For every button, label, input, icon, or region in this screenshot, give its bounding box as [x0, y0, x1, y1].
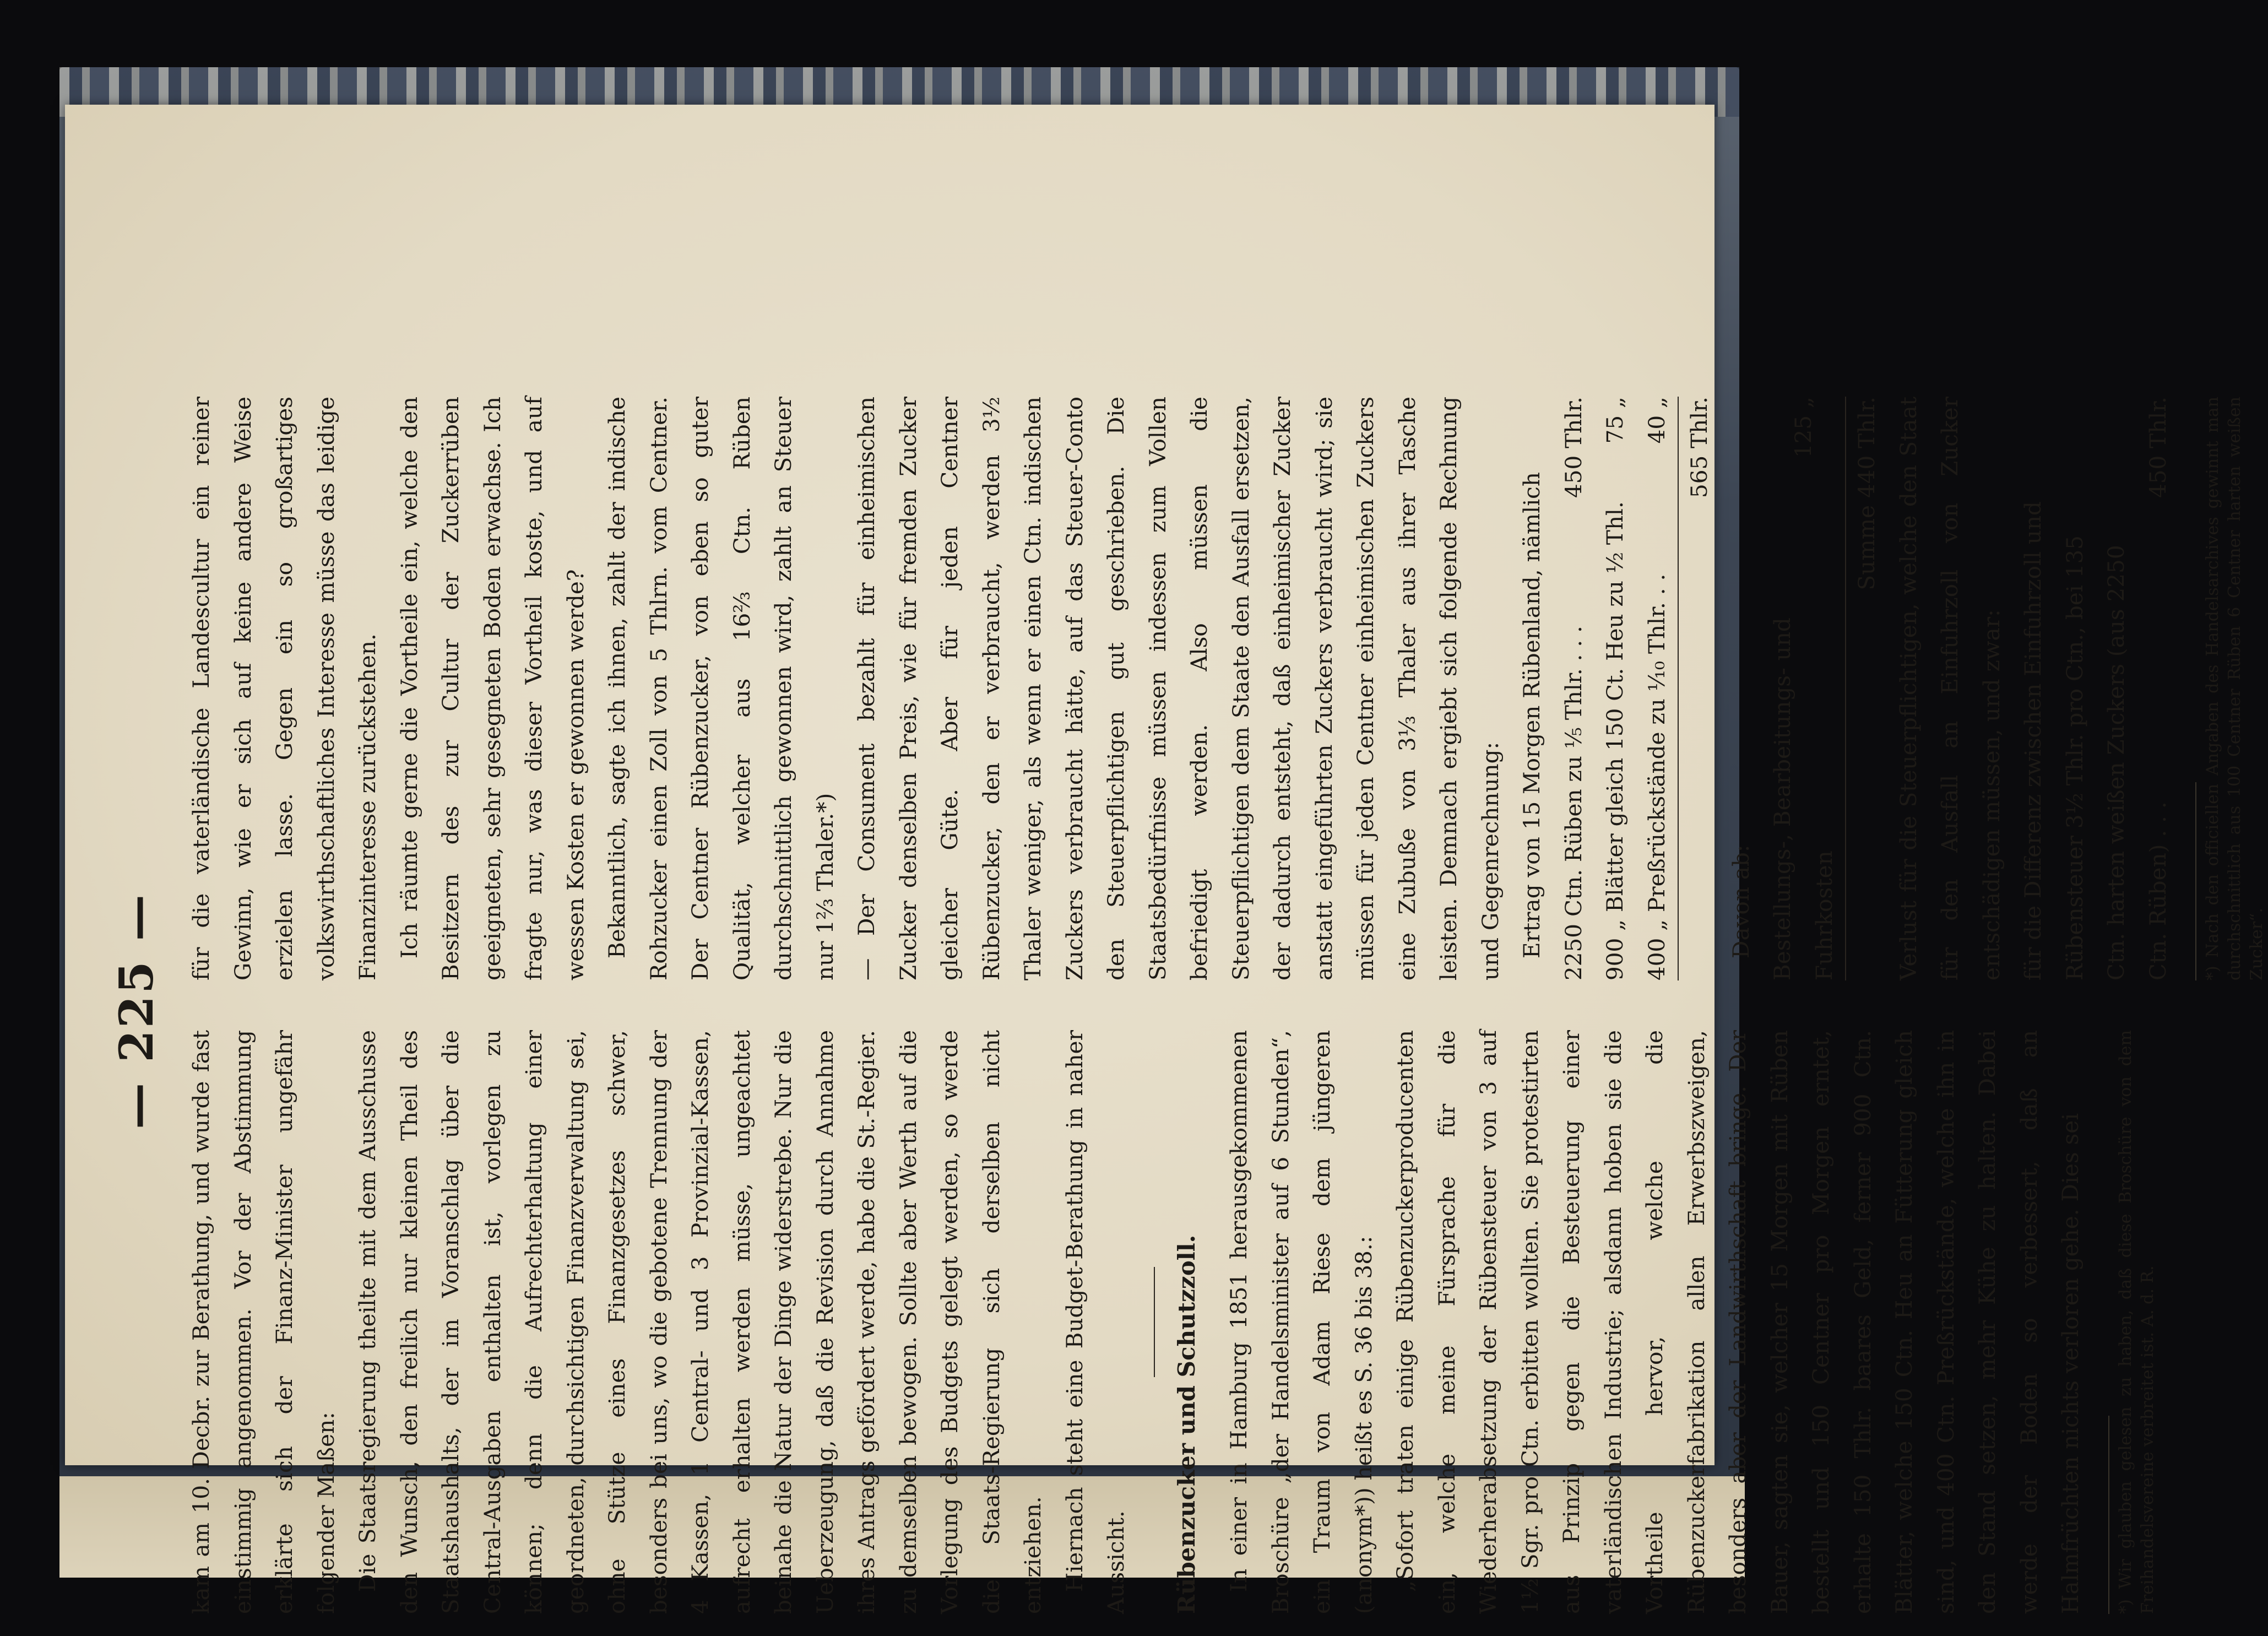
paragraph: — Der Consument bezahlt für einheimischen Zucker denselben Preis, wie für fremden Zucker gleicher Güte. Aber für jeden Centner Rübenzucker, den er verbraucht, werden 3½ Thaler weniger, als wenn er einen Ctn. indischen Zuckers verbraucht hätte, auf das Steuer-Conto den Steuerpflichtigen gut geschrieben. Die Staatsbedürfnisse müssen indessen zum Vollen befriedigt werden. Also müssen die Steuerpflichtigen dem Staate den Ausfall ersetzen, der dadurch entsteht, daß einheimischer Zucker anstatt eingeführten Zuckers verbraucht wird; sie müssen für jeden Centner einheimischen Zuckers eine Zubuße von 3⅓ Thaler aus ihrer Tasche leisten. Demnach ergiebt sich folgende Rechnung und Gegenrechnung: — [853, 397, 1504, 980]
row-value: 450 Thlr. — [2144, 397, 2171, 499]
row-value: 75 „ — [1602, 397, 1628, 444]
divider — [1154, 1267, 1155, 1377]
footnote-rule — [2195, 782, 2196, 980]
page-content — [109, 386, 2266, 1636]
row-label: 2250 Ctn. Rüben zu ⅕ Thlr. . . . — [1560, 626, 1587, 980]
row-value: 450 Thlr. — [1560, 397, 1587, 499]
footnote: *) Wir glauben gelesen zu haben, daß diese Broschüre von dem Freihandelsvereine verbreitet ist. A. d. R. — [2115, 1030, 2157, 1614]
row-label: für die Differenz zwischen Einfuhrzoll und Rübensteuer 3½ Thlr. pro Ctn., bei 135 Ctn. harten weißen Zuckers (aus 2250 Ctn. Rüben) . . . — [2020, 501, 2171, 980]
paragraph: Ich räumte gerne die Vortheile ein, welche den Besitzern des zur Cultur der Zuckerrüben geeigneten, sehr gesegneten Boden erwachse. Ich fragte nur, was dieser Vortheil koste, und auf wessen Kosten er gewonnen werde? — [395, 397, 589, 980]
right-column — [181, 397, 2268, 980]
table-row — [1636, 397, 1679, 980]
page-number: — 225 — — [109, 892, 164, 1129]
total-value: 565 Thlr. — [1678, 397, 1721, 499]
section-heading: Rübenzucker und Schutzzoll. — [1173, 1234, 1200, 1614]
paragraph: „Sofort traten einige Rübenzuckerproducenten ein, welche meine Fürsprache für die Wiederherabsetzung der Rübensteuer von 3 auf 1½ Sgr. pro Ctn. erbitten wollten. Sie protestirten aus Prinzip gegen die Besteuerung einer vaterländischen Industrie; alsdann hoben sie die Vortheile hervor, welche die Rübenzuckerfabrikation allen Erwerbszweigen, besonders aber der Landwirthschaft bringe. Der Bauer, sagten sie, welcher 15 Morgen mit Rüben bestellt und 150 Centner pro Morgen erntet, erhalte 150 Thlr. baares Geld, ferner 900 Ctn. Blätter, welche 150 Ctn. Heu an Fütterung gleich sind, und 400 Ctn. Preßrückstände, welche ihn in den Stand setzen, mehr Kühe zu halten. Dabei werde der Boden so verbessert, daß an Halmfrüchten nichts verloren gehe. Dies sei — [1392, 1030, 2083, 1614]
table-row — [1762, 397, 1846, 980]
deduct-title: Davon ab: — [1727, 844, 1754, 958]
calc-title: Ertrag von 15 Morgen Rübenland, nämlich — [1518, 472, 1545, 958]
calculation-table — [1553, 397, 1721, 980]
paragraph: Verlust für die Steuerpflichtigen, welche den Staat für den Ausfall an Einfuhrzoll von Zucker entschädigen müssen, und zwar: — [1895, 397, 2005, 980]
row-value: 40 „ — [1643, 397, 1670, 444]
paragraph: In einer in Hamburg 1851 herausgekommenen Broschüre „der Handelsminister auf 6 Stunden“, ein Traum von Adam Riese dem jüngeren (anonym*)) heißt es S. 36 bis 38.: — [1225, 1030, 1377, 1614]
deduction-table — [1762, 397, 1888, 980]
row-value: 125 „ — [1789, 397, 1816, 458]
loss-table — [2012, 397, 2179, 980]
paragraph: Die Staatsregierung theilte mit dem Ausschusse den Wunsch, den freilich nur kleinen Theil des Staatshaushalts, der im Voranschlag über die Central-Ausgaben enthalten ist, vorlegen zu können; denn die Aufrechterhaltung einer geordneten, durchsichtigen Finanzverwaltung sei, ohne Stütze eines Finanzgesetzes schwer, besonders bei uns, wo die gebotene Trennung der 4 Kassen, 1 Central- und 3 Provinzial-Kassen, aufrecht erhalten werden müsse, ungeachtet beinahe die Natur der Dinge widerstrebe. Nur die Ueberzeugung, daß die Revision durch Annahme ihres Antrags gefördert werde, habe die St.-Regier. zu demselben bewogen. Sollte aber Werth auf die Vorlegung des Budgets gelegt werden, so werde die Staats-Regierung sich derselben nicht entziehen. — [354, 1030, 1046, 1614]
row-label: Bestellungs-, Bearbeitungs- und Fuhrkosten — [1769, 617, 1837, 980]
paragraph: Hiernach steht eine Budget-Berathung in naher Aussicht. — [1061, 1030, 1129, 1614]
paragraph: Bekanntlich, sagte ich ihnen, zahlt der indische Rohzucker einen Zoll von 5 Thlrn. vom Centner. Der Centner Rübenzucker, von eben so guter Qualität, welcher aus 16⅔ Ctn. Rüben durchschnittlich gewonnen wird, zahlt an Steuer nur 1⅔ Thaler.*) — [604, 397, 838, 980]
paragraph: kam am 10. Decbr. zur Berathung, und wurde fast einstimmig angenommen. Vor der Abstimmung erklärte sich der Finanz-Minister ungefähr folgender Maßen: — [188, 1030, 339, 1614]
left-column — [181, 1030, 2159, 1614]
paragraph: für die vaterländische Landescultur ein reiner Gewinn, wie er sich auf keine andere Weise erzielen lasse. Gegen ein so großartiges volkswirthschaftliches Interesse müsse das leidige Finanzinteresse zurückstehen. — [188, 397, 381, 980]
table-total-row — [1846, 397, 1888, 980]
table-row — [1594, 397, 1636, 980]
table-row — [1553, 397, 1595, 980]
row-label: 900 „ Blätter gleich 150 Ct. Heu zu ½ Thl. — [1602, 501, 1628, 980]
row-label: 400 „ Preßrückstände zu ⅒ Thlr. . . — [1643, 573, 1670, 980]
footnote-rule — [2108, 1416, 2109, 1614]
table-total-row — [1678, 397, 1721, 980]
book-page — [65, 105, 2266, 1614]
sum-value: Summe 440 Thlr. — [1846, 397, 1888, 591]
table-row — [2012, 397, 2179, 980]
footnote: *) Nach den officiellen Angaben des Handelsarchives gewinnt man durchschnittlich aus 100 Centner Rüben 6 Centner harten weißen Zucker“. — [2203, 397, 2266, 980]
